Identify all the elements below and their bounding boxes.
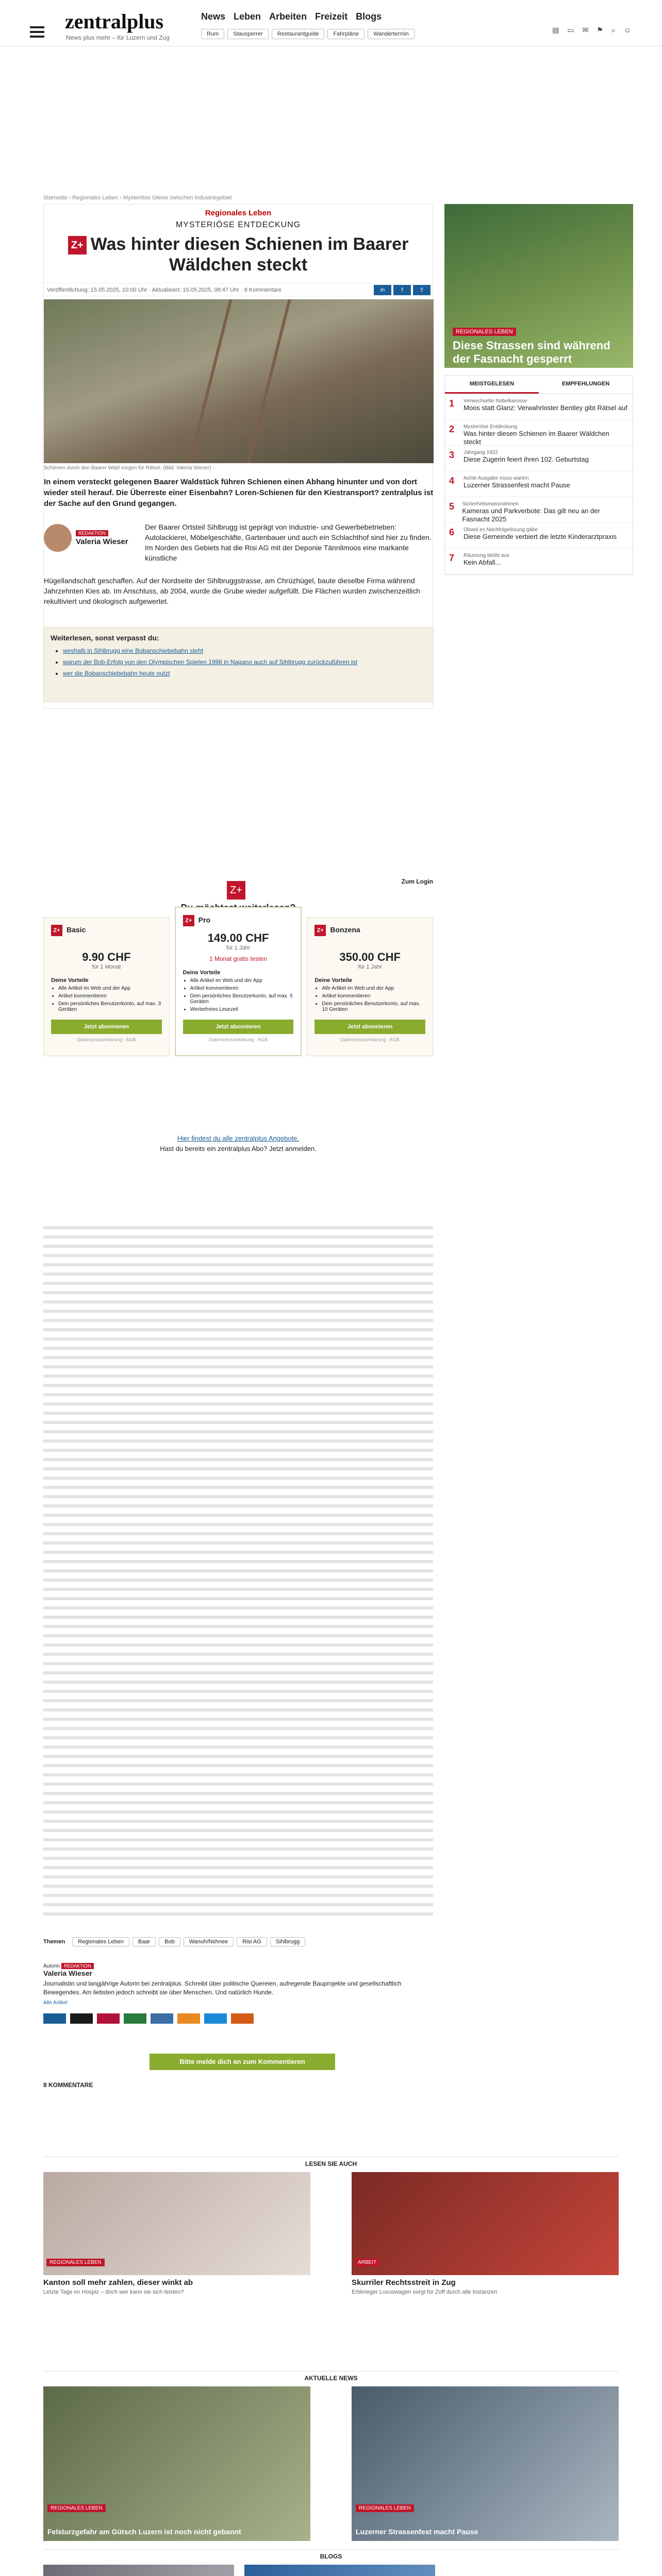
meta-text: Veröffentlichung: 15.05.2025, 10:00 Uhr · Aktualisiert: 15.05.2025, 08:47 Uhr · 8 Kommentare [47,287,282,293]
subnav-item[interactable]: Rum [201,29,224,39]
subnav-item[interactable]: Stausperrer [227,29,268,39]
read-also-grid [43,2172,619,2311]
zplus-logo: Z+ [183,915,194,926]
spacer [321,2386,341,2526]
item-kicker: Achte Ausgabe muss warten [464,476,529,481]
item-title: Was hinter diesen Schienen im Baarer Wäldchen steckt [463,430,609,446]
subscribe-button[interactable]: Jetzt abonnieren [51,1020,162,1034]
further-link[interactable]: warum der Bob-Erfolg von den Olympischen Spielen 1998 in Nagano auch auf Sihlbrugg zurückzuführen ist [63,658,357,666]
plan-card [43,917,170,1056]
plan-feature: • Dein persönliches Benutzerkonto, auf max. 10 Geräten [322,1001,425,1012]
plan-adv-title: Deine Vorteile [315,977,352,984]
list-item[interactable] [445,497,633,523]
plan-adv-title: Deine Vorteile [183,970,221,976]
comment-login-button[interactable]: Bitte melde dich an zum Kommentieren [150,2054,335,2070]
bookmark-icon[interactable]: ⚑ [597,26,603,34]
item-kicker: Obwol es Nachfolgelösung gäbe [464,527,538,533]
rank: 1 [449,398,455,409]
item-kicker: Sicherheitsmassnahmen [462,501,519,507]
teaser-tag: REGIONALES LEBEN [453,328,516,336]
all-articles-link[interactable]: Alle Artikel [43,2000,68,2006]
user-icon[interactable]: ☺ [623,26,631,34]
topic-tag[interactable]: Risi AG [237,1937,267,1946]
subnav-item[interactable]: Wandertermin [368,29,415,39]
plan-hint[interactable]: Datenschutzerklärung · AGB [77,1037,136,1042]
topic-tag[interactable]: Sihlbrugg [270,1937,305,1946]
rank: 3 [449,450,455,460]
subscribe-button[interactable]: Jetzt abonnieren [183,1020,294,1034]
item-title: Kein Abfall... [464,558,501,566]
item-kicker: Mysteriöse Entdeckung [463,424,517,430]
topic-tag[interactable]: Baar [133,1937,156,1946]
rank: 7 [449,553,455,563]
plan-card-highlight [175,907,302,1056]
article-hero-image [44,299,434,463]
header-icons [552,26,631,35]
hamburger-icon[interactable] [30,24,44,40]
reddit-icon[interactable] [231,2013,254,2024]
plan-feature: • Alle Artikel im Web und der App [322,986,425,991]
tile-tag: REGIONALES LEBEN [47,2504,106,2512]
plan-card [307,917,433,1056]
zplus-logo: Z+ [68,236,87,255]
login-hint[interactable]: Hast du bereits ein zentralplus Abo? Jetzt anmelden. [160,1145,317,1153]
author-label: Autorin [43,1963,60,1969]
plan-price: 350.00 CHF [339,951,401,963]
further-link[interactable]: wer die Bobanschiebebahn heute nutzt [63,670,170,677]
plan-name: Pro [198,916,211,924]
article-card [43,204,433,709]
nav-item[interactable]: News [201,11,226,22]
search-icon[interactable]: ⌕ [611,26,616,34]
tile-subtitle: Letzte Tage im Hospiz – doch wer kann sie sich leisten? [43,2289,184,2295]
facebook-icon[interactable] [43,2013,66,2024]
x-icon[interactable] [70,2013,93,2024]
plan-period: für 1 Jahr [358,964,382,970]
plan-feature: • Artikel kommentieren [322,993,425,999]
author-box [43,1962,433,2006]
item-title: Moos statt Glanz: Verwahrloster Bentley gibt Rätsel auf [464,404,627,412]
list-item[interactable] [445,394,633,420]
plan-feature: • Alle Artikel im Web und der App [58,986,162,991]
blogs-grid [43,2565,435,2576]
plan-hint[interactable]: Datenschutzerklärung · AGB [208,1037,268,1042]
plan-name: Basic [67,925,86,934]
rank: 6 [449,527,455,537]
tile-title: Skurriler Rechtsstreit in Zug [352,2278,456,2287]
item-kicker: Verwechselte Nobelkarosse [464,398,527,404]
item-title: Luzerner Strassenfest macht Pause [464,481,570,489]
topic-tag[interactable]: Wanuh/Nshnee [184,1937,234,1946]
item-title: Diese Zugerin feiert ihren 102. Geburtstag [464,455,589,463]
nav-item[interactable]: Arbeiten [269,11,307,22]
avatar [44,524,72,552]
plan-price: 149.00 CHF [207,931,269,944]
news-tile[interactable] [352,2386,619,2541]
main-nav [201,11,382,22]
plan-list [43,917,433,1056]
print-icon[interactable]: ▤ [552,26,559,34]
login-link[interactable]: Zum Login [401,878,433,885]
sidebar-teaser[interactable] [444,204,633,368]
nav-item[interactable]: Leben [234,11,261,22]
role-badge: REDAKTION [61,1963,94,1969]
article-tile[interactable] [352,2172,619,2311]
tile-subtitle: Erbkrieger Luxuswagen sorgt für Zoff durch alle Instanzen [352,2289,498,2295]
paywall [43,866,433,1185]
plan-feature: • Artikel kommentieren [58,993,162,999]
list-item[interactable] [445,420,633,446]
mail-icon[interactable]: ✉ [582,26,589,34]
list-item[interactable] [445,523,633,549]
topic-tag[interactable]: Bob [159,1937,180,1946]
image-caption: Schienen durch den Baarer Wald sorgen für Rätsel. (Bild: Valeria Wieser) [44,465,211,471]
tv-icon[interactable]: ▭ [567,26,574,34]
plan-feature: • Dein persönliches Benutzerkonto, auf max. 3 Geräten [58,1001,162,1012]
topic-list [43,1937,305,1946]
plan-period: für 1 Monat [92,964,121,970]
author-bio: Journalistin und langjährige Autorin bei zentralplus. Schreibt über politische Quereien, aufregende Bauprojekte und gesellschaftlich Bewegendes. Am liebsten jedoch schreibt sie über Menschen. Und natürlich Hunde. [43,1980,402,1996]
section-heading: AKTUELLE NEWS [43,2371,619,2382]
item-kicker: Jahrgang 1922 [464,450,498,455]
site-logo[interactable]: zentralplus [65,10,164,33]
title-text: Was hinter diesen Schienen im Baarer Wäldchen steckt [90,234,409,275]
share-bar [43,2013,254,2024]
list-item[interactable] [445,549,633,574]
nav-item[interactable]: Freizeit [315,11,348,22]
rank: 2 [449,424,455,434]
slogan: News plus mehr – für Luzern und Zug [66,34,170,41]
list-item[interactable] [445,446,633,471]
plan-feature: • Alle Artikel im Web und der App [190,978,294,984]
page-title [64,234,412,275]
plan-name: Bonzena [330,925,360,934]
tile-title: Felsturzgefahr am Gütsch Luzern ist noch nicht gebannt [47,2528,241,2536]
subscribe-button[interactable]: Jetzt abonnieren [315,1020,425,1034]
tile-tag: ARBEIT [355,2259,379,2266]
share-icon[interactable]: ⇪ [413,285,431,295]
whatsapp-icon[interactable] [124,2013,146,2024]
tab-most-read[interactable]: MEISTGELESEN [445,376,539,394]
comment-count: 8 KOMMENTARE [43,2081,93,2089]
article-lead: In einem versteckt gelegenen Baarer Waldstück führen Schienen einen Abhang hinunter und von dort wieder steil herauf. Die Überreste einer Eisenbahn? Loren-Schienen für den Kiestransport? zentralplus ist der Sache auf den Grund gegangen. [44,478,434,508]
blog-tile[interactable] [43,2565,234,2576]
teaser-title: Diese Strassen sind während der Fasnacht gesperrt [453,339,610,365]
blurred-article-text [43,1226,433,1922]
zplus-logo: Z+ [51,925,62,936]
subnav-item[interactable]: Restaurantguide [272,29,325,39]
article-paragraph: Hügellandschaft geschaffen. Auf der Nordseite der Sihlbruggstrasse, am Chrüzhügel, baute dieselbe Firma während Jahrzehnten Kies ab. Im Anschluss, ab 2004, wurde die Grube wieder aufgefüllt. Die Flächen wurden zwischenzeitlich rekultiviert und ökologisch aufgewertet. [44,577,420,605]
nav-item[interactable]: Blogs [356,11,382,22]
article-overline: MYSTERIÖSE ENTDECKUNG [175,221,301,229]
sidebar-tabs [444,375,633,394]
rank: 5 [449,501,455,512]
tile-title: Kanton soll mehr zahlen, dieser winkt ab [43,2278,193,2287]
list-item[interactable] [445,471,633,497]
spacer [321,2172,341,2311]
role-badge: REDAKTION [76,530,108,536]
item-kicker: Räumung bleibt aus [464,553,509,558]
further-reading-box [44,627,434,702]
tab-recommendations[interactable]: EMPFEHLUNGEN [561,381,610,387]
tile-title: Luzerner Strassenfest macht Pause [356,2528,478,2536]
zplus-logo: Z+ [227,881,245,900]
linkedin-icon[interactable]: in [374,285,391,295]
breadcrumb[interactable]: Startseite › Regionales Leben › Mysteriöse Gleise zwischen Industriegebiet [43,195,232,201]
facebook-icon[interactable]: f [393,285,411,295]
zplus-logo: Z+ [315,925,326,936]
article-paragraph: Der Baarer Ortsteil Sihlbrugg ist geprägt von Industrie- und Gewerbebetrieben: Autolackierei, Möbelgeschäfte, Gartenbauer und auch ein Schlachthof sind hier zu finden. Im Norden des Gebiets hat die Risi AG mit der Deponie Tännlimoos eine markante künstliche [145,523,432,562]
topics-label: Themen [43,1939,65,1945]
section-heading: LESEN SIE AUCH [43,2157,619,2167]
further-title: Weiterlesen, sonst verpasst du: [51,634,159,642]
article-kicker[interactable]: Regionales Leben [205,209,272,217]
site-header [0,0,662,46]
tile-tag: REGIONALES LEBEN [356,2504,414,2512]
plan-adv-title: Deine Vorteile [51,977,89,984]
plan-hint[interactable]: Datenschutzerklärung · AGB [340,1037,400,1042]
offers-info [43,1133,433,1154]
author-badge[interactable] [44,524,142,552]
rank: 4 [449,476,455,486]
linkedin-icon[interactable] [151,2013,173,2024]
subnav-item[interactable]: Fahrpläne [327,29,365,39]
trial-badge: 1 Monat gratis testen [209,955,268,962]
email-icon[interactable] [177,2013,200,2024]
further-link[interactable]: weshalb in Sihlbrugg eine Bobanschiebebahn steht [63,647,204,654]
telegram-icon[interactable] [204,2013,227,2024]
pinterest-icon[interactable] [97,2013,120,2024]
author-name: Valeria Wieser [76,537,128,546]
author-name[interactable]: Valeria Wieser [43,1969,92,1977]
news-grid [43,2386,619,2541]
item-title: Diese Gemeinde verbiert die letzte Kinderarztpraxis [464,533,617,540]
plan-period: für 1 Jahr [226,945,251,951]
sub-nav [201,29,415,39]
plan-feature: • Werbefreies Lesezeil [190,1007,294,1012]
topic-tag[interactable]: Regionales Leben [72,1937,129,1946]
section-heading: BLOGS [43,2549,619,2560]
plan-feature: • Dein persönliches Benutzerkonto, auf max. 5 Geräten [190,993,294,1005]
blog-tile[interactable] [244,2565,435,2576]
article-tile[interactable] [43,2172,310,2311]
item-title: Kameras und Parkverbote: Das gilt neu an der Fasnacht 2025 [462,507,600,523]
offers-link[interactable]: Hier findest du alle zentralplus Angebote. [177,1134,300,1142]
plan-price: 9.90 CHF [82,951,131,963]
article-meta [44,283,434,296]
most-read-list [444,394,633,575]
tile-tag: REGIONALES LEBEN [46,2259,105,2266]
sidebar [444,204,633,575]
news-tile[interactable] [43,2386,310,2541]
plan-feature: • Artikel kommentieren [190,986,294,991]
